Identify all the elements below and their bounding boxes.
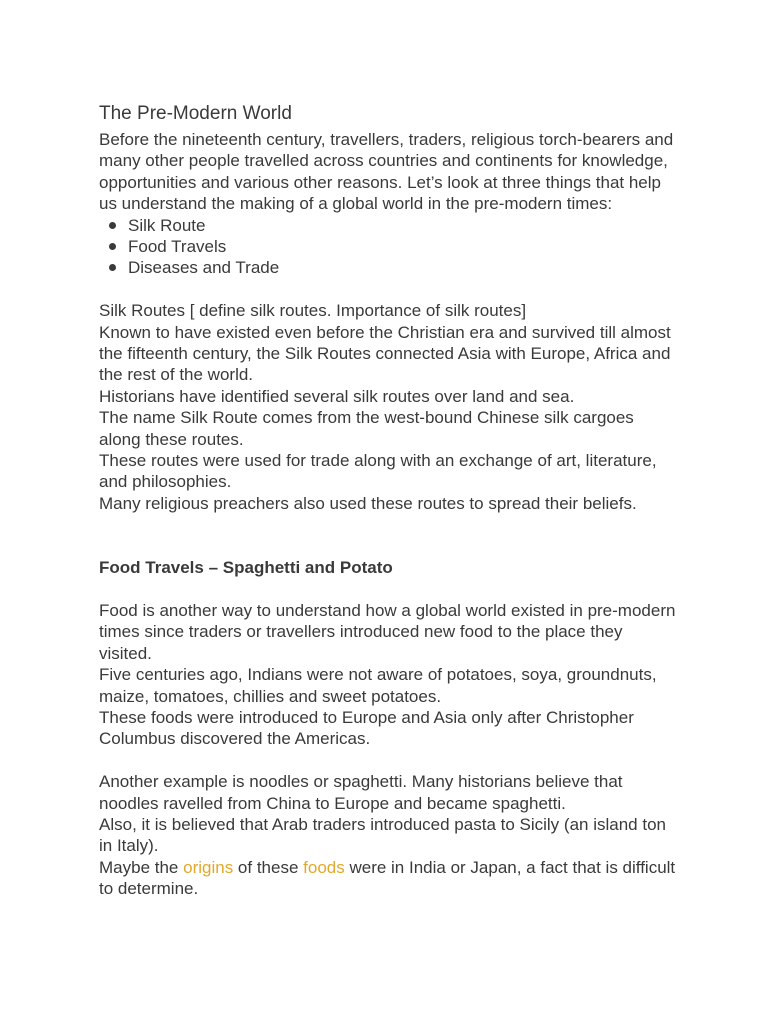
food-paragraph: These foods were introduced to Europe and Asia only after Christopher Columbus discovered the Americas. — [99, 707, 634, 749]
spacer — [99, 514, 679, 557]
spacer — [99, 750, 679, 771]
origins-link[interactable]: origins — [183, 857, 234, 877]
silk-paragraph: Many religious preachers also used these routes to spread their beliefs. — [99, 493, 637, 513]
intro-paragraph: Before the nineteenth century, travellers, traders, religious torch-bearers and many other people travelled across countries and continents for knowledge, opportunities and various other reasons. Let’s look at three things that help us understand the making of a global world in the pre-modern times: — [99, 130, 674, 214]
document-page — [99, 99, 679, 900]
spacer — [99, 279, 679, 300]
food-paragraph: Five centuries ago, Indians were not aware of potatoes, soya, groundnuts, maize, tomatoes, chillies and sweet potatoes. — [99, 665, 657, 706]
food-final-paragraph — [99, 857, 679, 900]
text-run: of these — [233, 857, 304, 877]
text-run: Maybe the — [99, 857, 184, 877]
foods-link[interactable]: foods — [303, 857, 345, 877]
spacer — [99, 579, 679, 600]
food-travels-heading: Food Travels – Spaghetti and Potato — [99, 558, 393, 578]
silk-routes-heading: Silk Routes [ define silk routes. Importance of silk routes] — [99, 301, 527, 321]
text-run: were in India or Japan, a fact that is difficult to determine. — [99, 857, 676, 899]
list-item: Silk Route — [128, 215, 679, 236]
silk-paragraph: Known to have existed even before the Christian era and survived till almost the fifteenth century, the Silk Routes connected Asia with Europe, Africa and the rest of the world. — [99, 322, 671, 385]
silk-paragraph: The name Silk Route comes from the west-bound Chinese silk cargoes along these routes. — [99, 408, 634, 449]
page-title: The Pre-Modern World — [99, 103, 292, 124]
silk-paragraph: Historians have identified several silk routes over land and sea. — [99, 386, 575, 406]
silk-paragraph: These routes were used for trade along with an exchange of art, literature, and philosophies. — [99, 451, 657, 492]
list-item: Food Travels — [128, 236, 679, 257]
food-paragraph: Another example is noodles or spaghetti. Many historians believe that noodles ravelled from China to Europe and became spaghetti. — [99, 772, 623, 813]
list-item: Diseases and Trade — [128, 257, 679, 278]
food-paragraph: Food is another way to understand how a global world existed in pre-modern times since traders or travellers introduced new food to the place they visited. — [99, 600, 676, 663]
food-paragraph: Also, it is believed that Arab traders introduced pasta to Sicily (an island ton in Italy). — [99, 814, 666, 856]
topic-list — [99, 215, 679, 279]
